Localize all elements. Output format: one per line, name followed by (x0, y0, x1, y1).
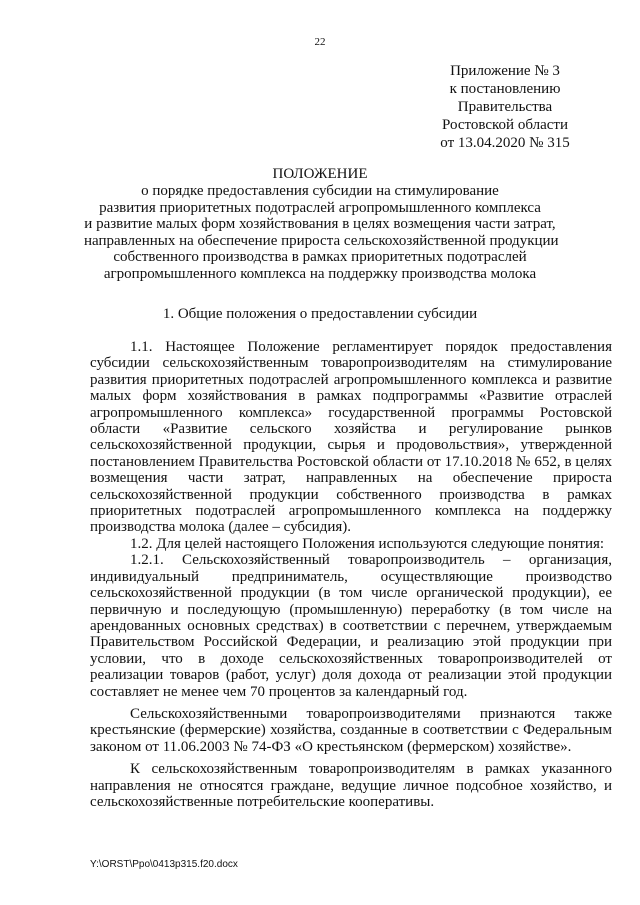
paragraph-exclusions: К сельскохозяйственным товаропроизводителям в рамках указанного направления не относятся граждане, ведущие личное подсобное хозяйство, и сельскохозяйственные потребительские кооперативы. (90, 761, 612, 810)
annex-line: Приложение № 3 (450, 63, 560, 79)
paragraph-1-2: 1.2. Для целей настоящего Положения используются следующие понятия: (130, 535, 605, 552)
annex-line: Правительства (457, 99, 553, 115)
annex-reference (430, 62, 580, 152)
subtitle-line: агропромышленного комплекса на поддержку производства молока (103, 265, 537, 282)
annex-line: Ростовской области (442, 117, 568, 133)
document-title: ПОЛОЖЕНИЕ (272, 166, 368, 182)
section-heading: 1. Общие положения о предоставлении субсидии (162, 306, 478, 322)
file-path-footer: Y:\ORST\Ppo\0413p315.f20.docx (90, 859, 238, 870)
annex-line: к постановлению (449, 81, 561, 97)
paragraph-1-1: 1.1. Настоящее Положение регламентирует порядок предоставления субсидии сельскохозяйственным товаропроизводителям на стимулирование развития приоритетных подотраслей агропромышленного комплекса и развитие малых форм хозяйствования в рамках подпрограммы «Развитие отраслей агропромышленного комплекса» государственной программы Ростовской области «Развитие сельского хозяйства и регулирование рынков сельскохозяйственной продукции, сырья и продовольствия», утвержденной постановлением Правительства Ростовской области от 17.10.2018 № 652, в целях возмещения части затрат, направленных на обеспечение прироста сельскохозяйственной продукции собственного производства в рамках приоритетных подотраслей агропромышленного комплекса на поддержку производства молока (далее – субсидия). (90, 339, 612, 536)
paragraph-1-2-1: 1.2.1. Сельскохозяйственный товаропроизводитель – организация, индивидуальный предприниматель, осуществляющие производство сельскохозяйственной продукции (в том числе органической продукции), ее первичную и последующую (промышленную) переработку (в том числе на арендованных основных средствах) в соответствии с перечнем, утверждаемым Правительством Российской Федерации, и реализацию этой продукции при условии, что в доходе сельскохозяйственных товаропроизводителей от реализации товаров (работ, услуг) доля дохода от реализации этой продукции составляет не менее чем 70 процентов за календарный год. (90, 552, 612, 700)
subtitle-line: направленных на обеспечение прироста сельскохозяйственной продукции (84, 232, 559, 249)
subtitle-line: о порядке предоставления субсидии на стимулирование (141, 183, 499, 199)
page-number: 22 (314, 36, 326, 48)
subtitle-line: и развитие малых форм хозяйствования в целях возмещения части затрат, (84, 216, 556, 233)
annex-line: от 13.04.2020 № 315 (440, 135, 570, 151)
document-body (90, 339, 612, 810)
subtitle-line: собственного производства в рамках приоритетных подотраслей (113, 249, 527, 266)
document-subtitle (84, 183, 559, 283)
subtitle-line: развития приоритетных подотраслей агропромышленного комплекса (99, 199, 541, 216)
paragraph-farmers: Сельскохозяйственными товаропроизводителями признаются также крестьянские (фермерские) хозяйства, созданные в соответствии с Федеральным законом от 11.06.2003 № 74-ФЗ «О крестьянском (фермерском) хозяйстве». (90, 705, 612, 755)
